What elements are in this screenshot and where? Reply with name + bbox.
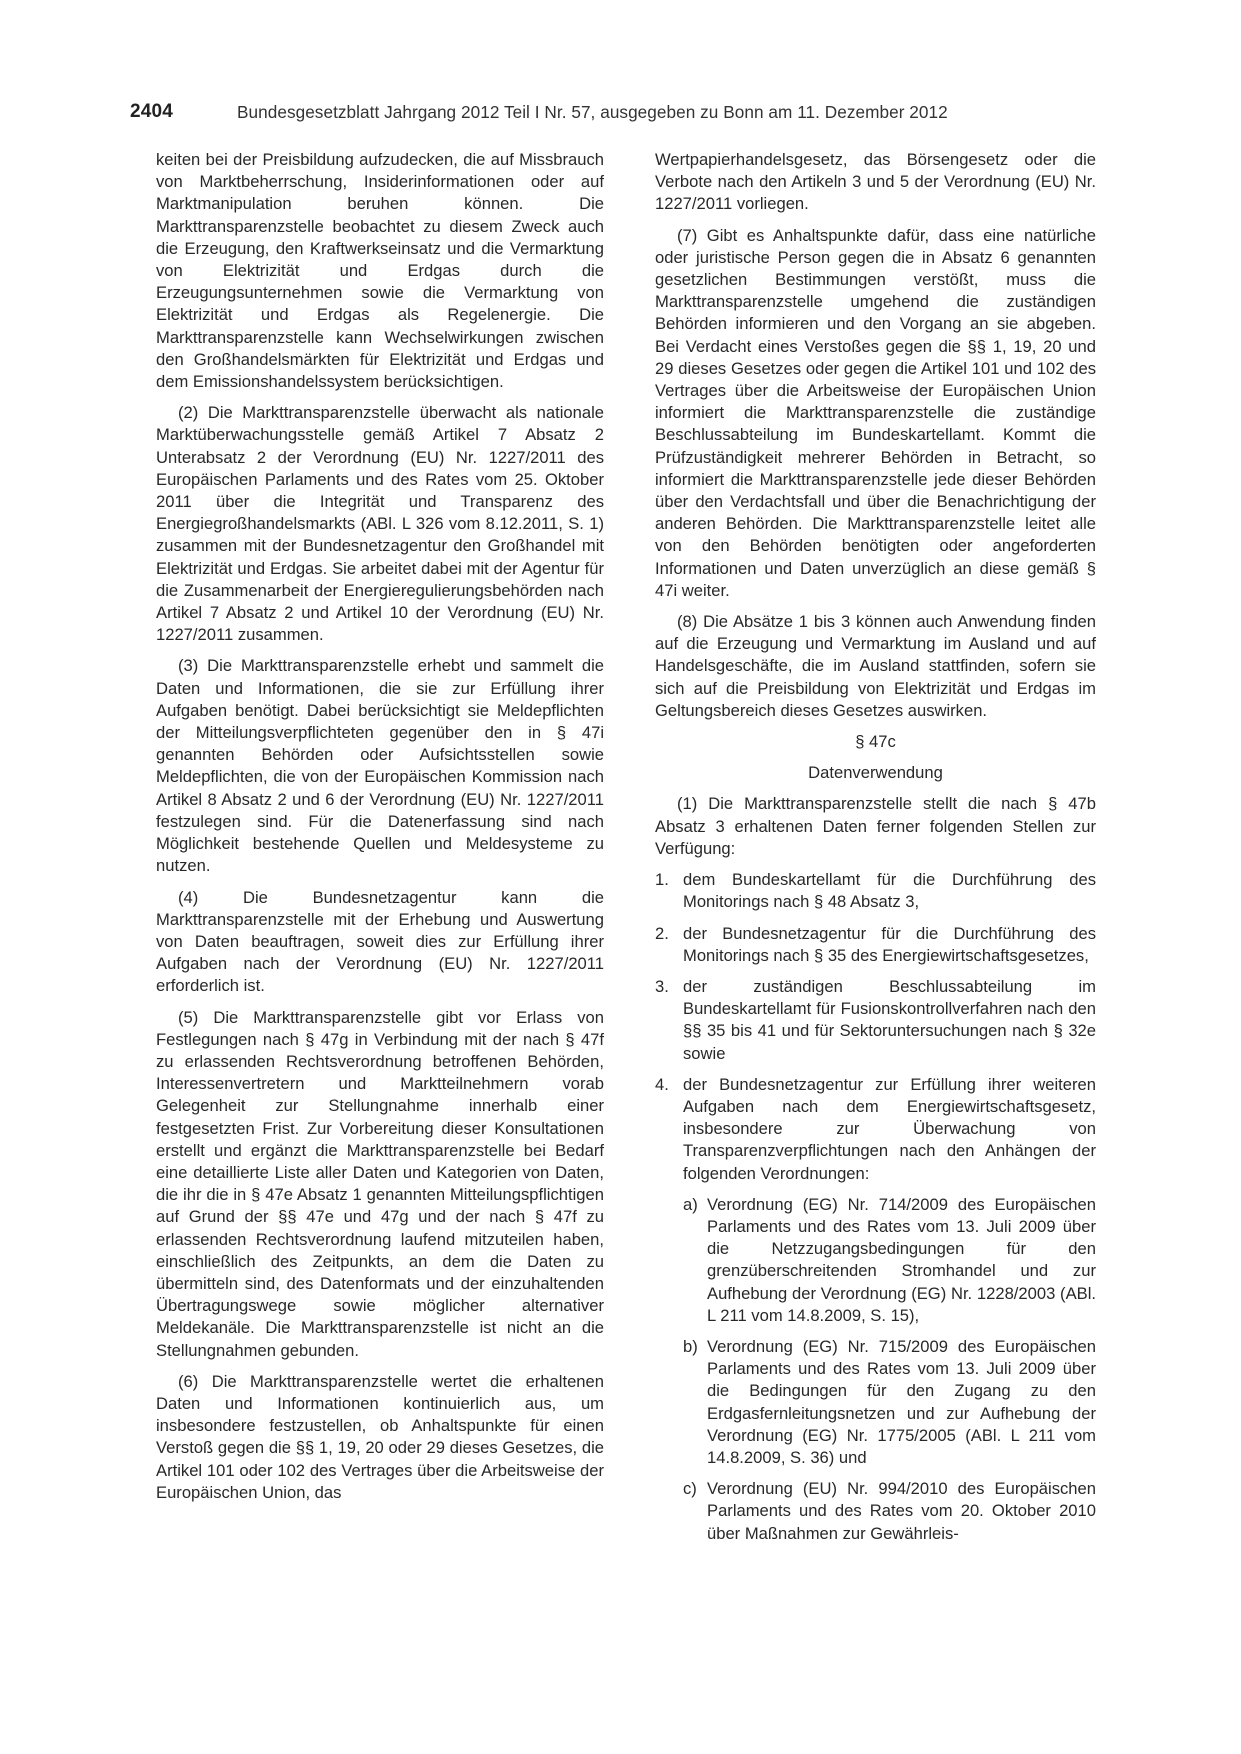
- paragraph-7: (7) Gibt es Anhaltspunkte dafür, dass eine natürliche oder juristische Person gegen die in Absatz 6 genannten gesetzlichen Bestimmungen verstößt, muss die Markttransparenzstelle umgehend die zuständigen Behörden informieren und den Vorgang an sie abgeben. Bei Verdacht eines Verstoßes gegen die §§ 1, 19, 20 und 29 dieses Gesetzes oder gegen die Artikel 101 und 102 des Vertrages über die Arbeitsweise der Europäischen Union informiert die Markttransparenzstelle die zuständige Beschlussabteilung im Bundeskartellamt. Kommt die Prüfzuständigkeit mehrerer Behörden in Betracht, so informiert die Markttransparenzstelle jede dieser Behörden über den Verdachtsfall und über die Benachrichtigung der anderen Behörden. Die Markttransparenzstelle leitet alle von den Behörden benötigten oder angeforderten Informationen und Daten unverzüglich an diese gemäß § 47i weiter.: [655, 225, 1096, 600]
- paragraph-4: (4) Die Bundesnetzagentur kann die Markttransparenzstelle mit der Erhebung und Auswertung von Daten beauftragen, soweit dies zur Erfüllung ihrer Aufgaben nach der Verordnung (EU) Nr. 1227/2011 erforderlich ist.: [156, 887, 604, 996]
- section-intro: (1) Die Markttransparenzstelle stellt die nach § 47b Absatz 3 erhaltenen Daten ferner folgenden Stellen zur Verfügung:: [655, 794, 1096, 858]
- sublist-item: [683, 1478, 1096, 1545]
- sublist-item: [683, 1336, 1096, 1469]
- sublist-marker: b): [683, 1336, 698, 1356]
- paragraph-continuation: keiten bei der Preisbildung aufzudecken, die auf Missbrauch von Marktbeherrschung, Insiderinformationen oder auf Marktmanipulation beruhen können. Die Markttransparenzstelle beobachtet zu diesem Zweck auch die Erzeugung, den Kraftwerkseinsatz und die Vermarktung von Elektrizität und Erdgas durch die Erzeugungsunternehmen sowie die Vermarktung von Elektrizität und Erdgas als Regelenergie. Die Markttransparenzstelle kann Wechselwirkungen zwischen den Großhandelsmärkten für Elektrizität und Erdgas und dem Emissionshandelssystem berücksichtigen.: [156, 150, 604, 392]
- page-number: 2404: [130, 101, 174, 122]
- sublist-item-text: Verordnung (EG) Nr. 715/2009 des Europäischen Parlaments und des Rates vom 13. Juli 2009 über die Bedingungen für den Zugang zu den Erdgasfernleitungsnetzen und zur Aufhebung der Verordnung (EG) Nr. 1775/2005 (ABl. L 211 vom 14.8.2009, S. 36) und: [707, 1336, 1096, 1467]
- section-title: Datenverwendung: [808, 763, 943, 783]
- list-item: [655, 1074, 1096, 1545]
- numbered-list: [655, 869, 1096, 1545]
- paragraph-6: (6) Die Markttransparenzstelle wertet die erhaltenen Daten und Informationen kontinuierlich aus, um insbesondere festzustellen, ob Anhaltspunkte für einen Verstoß gegen die §§ 1, 19, 20 oder 29 dieses Gesetzes, die Artikel 101 oder 102 des Vertrages über die Arbeitsweise der Europäischen Union, das: [156, 1371, 604, 1502]
- sublist-item-text: Verordnung (EG) Nr. 714/2009 des Europäischen Parlaments und des Rates vom 13. Juli 2009 über die Netzzugangsbedingungen für den grenzüberschreitenden Stromhandel und zur Aufhebung der Verordnung (EG) Nr. 1228/2003 (ABl. L 211 vom 14.8.2009, S. 15),: [707, 1194, 1096, 1325]
- running-header: [130, 101, 1030, 131]
- list-item-text: der Bundesnetzagentur zur Erfüllung ihrer weiteren Aufgaben nach dem Energiewirtschaftsgesetz, insbesondere zur Überwachung von Transparenzverpflichtungen nach den Anhängen der folgenden Verordnungen:: [683, 1074, 1096, 1183]
- list-item: [655, 976, 1096, 1065]
- paragraph-2: (2) Die Markttransparenzstelle überwacht als nationale Marktüberwachungsstelle gemäß Artikel 7 Absatz 2 Unterabsatz 2 der Verordnung (EU) Nr. 1227/2011 des Europäischen Parlaments und des Rates vom 25. Oktober 2011 über die Integrität und Transparenz des Energiegroßhandelsmarkts (ABl. L 326 vom 8.12.2011, S. 1) zusammen mit der Bundesnetzagentur den Großhandel mit Elektrizität und Erdgas. Sie arbeitet dabei mit der Agentur für die Zusammenarbeit der Energieregulierungsbehörden nach Artikel 7 Absatz 2 und Artikel 10 der Verordnung (EU) Nr. 1227/2011 zusammen.: [156, 403, 604, 645]
- list-marker: 4.: [655, 1074, 669, 1094]
- sublist-marker: a): [683, 1194, 698, 1214]
- list-item: [655, 923, 1096, 967]
- paragraph-3: (3) Die Markttransparenzstelle erhebt und sammelt die Daten und Informationen, die sie zur Erfüllung ihrer Aufgaben benötigt. Dabei berücksichtigt sie Meldepflichten der Mitteilungsverpflichteten gegenüber den in § 47i genannten Behörden oder Aufsichtsstellen sowie Meldepflichten, die von der Europäischen Kommission nach Artikel 8 Absatz 2 und 6 der Verordnung (EU) Nr. 1227/2011 festzulegen sind. Für die Datenerfassung sind nach Möglichkeit bestehende Quellen und Meldesysteme zu nutzen.: [156, 656, 604, 876]
- lettered-sublist: [683, 1194, 1096, 1545]
- sublist-item: [683, 1194, 1096, 1327]
- list-item-text: der Bundesnetzagentur für die Durchführung des Monitorings nach § 35 des Energiewirtschaftsgesetzes,: [683, 923, 1096, 965]
- paragraph-8: (8) Die Absätze 1 bis 3 können auch Anwendung finden auf die Erzeugung und Vermarktung im Ausland und auf Handelsgeschäfte, die im Ausland stattfinden, sofern sie sich auf die Preisbildung von Elektrizität und Erdgas im Geltungsbereich dieses Gesetzes auswirken.: [655, 612, 1096, 720]
- list-marker: 1.: [655, 870, 669, 890]
- paragraph-5: (5) Die Markttransparenzstelle gibt vor Erlass von Festlegungen nach § 47g in Verbindung mit der nach § 47f zu erlassenden Rechtsverordnung betroffenen Behörden, Interessenvertretern und Marktteilnehmern vorab Gelegenheit zur Stellungnahme innerhalb einer festgesetzten Frist. Zur Vorbereitung dieser Konsultationen erstellt und ergänzt die Markttransparenzstelle bei Bedarf eine detaillierte Liste aller Daten und Kategorien von Daten, die ihr die in § 47e Absatz 1 genannten Mitteilungspflichtigen auf Grund der §§ 47e und 47g und der nach § 47f zu erlassenden Rechtsverordnung laufend mitzuteilen haben, einschließlich des Zeitpunkts, an dem die Daten zu übermitteln sind, des Datenformats und der einzuhaltenden Übertragungswege sowie möglicher alternativer Meldekanäle. Die Markttransparenzstelle ist nicht an die Stellungnahmen gebunden.: [156, 1007, 604, 1360]
- list-marker: 2.: [655, 923, 669, 943]
- sublist-marker: c): [683, 1479, 697, 1499]
- paragraph-6-continuation: Wertpapierhandelsgesetz, das Börsengesetz oder die Verbote nach den Artikeln 3 und 5 der Verordnung (EU) Nr. 1227/2011 vorliegen.: [655, 150, 1096, 214]
- list-marker: 3.: [655, 976, 669, 996]
- sublist-item-text: Verordnung (EU) Nr. 994/2010 des Europäischen Parlaments und des Rates vom 20. Oktober 2010 über Maßnahmen zur Gewährleis-: [707, 1479, 1096, 1543]
- section-number: § 47c: [855, 732, 896, 752]
- gazette-title: Bundesgesetzblatt Jahrgang 2012 Teil I Nr. 57, ausgegeben zu Bonn am 11. Dezember 2012: [237, 102, 948, 122]
- list-item-text: dem Bundeskartellamt für die Durchführung des Monitorings nach § 48 Absatz 3,: [683, 870, 1096, 912]
- list-item-text: der zuständigen Beschlussabteilung im Bundeskartellamt für Fusionskontrollverfahren nach den §§ 35 bis 41 und für Sektoruntersuchungen nach § 32e sowie: [683, 976, 1096, 1063]
- list-item: [655, 869, 1096, 913]
- right-column: [655, 149, 1096, 1554]
- left-column: [156, 149, 604, 1513]
